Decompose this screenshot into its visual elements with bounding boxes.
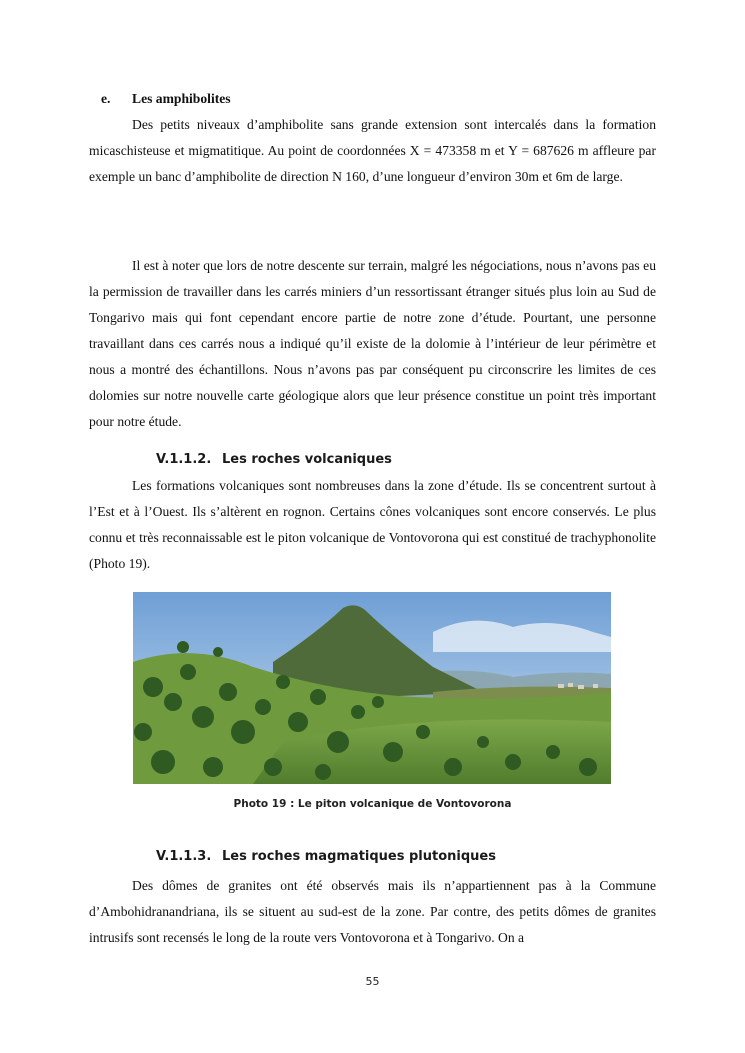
heading-number: e. [101,91,111,106]
plutoniques-text [89,873,656,951]
heading-title: Les roches magmatiques plutoniques [222,849,496,864]
note-paragraph: Il est à noter que lors de notre descente sur terrain, malgré les négociations, nous n’avons pas eu la permission de travailler dans les carrés miniers d’un ressortissant étranger situés plus loin au Sud de Tongarivo mais qui font cependant encore partie de notre zone d’étude. Pourtant, une personne travaillant dans ces carrés nous a indiqué qu’il existe de la dolomie à l’intérieur de leur périmètre et nous a montré des échantillons. Nous n’avons pas par conséquent pu circonscrire les limites de ces dolomies sur notre nouvelle carte géologique alors que leur présence constitue un point très important pour notre étude. [89,258,656,429]
heading-roches-volcaniques [156,449,392,471]
volcaniques-paragraph: Les formations volcaniques sont nombreuses dans la zone d’étude. Ils se concentrent surtout à l’Est et à l’Ouest. Ils s’altèrent en rognon. Certains cônes volcaniques sont encore conservés. Le plus connu et très reconnaissable est le piton volcanique de Vontovorona qui est constitué de trachyphonolite (Photo 19). [89,478,656,571]
plutoniques-paragraph: Des dômes de granites ont été observés mais ils n’appartiennent pas à la Commune d’Ambohidranandriana, ils se situent au sud-est de la zone. Par contre, des petits dômes de granites intrusifs sont recensés le long de la route vers Vontovorona et à Tongarivo. On a [89,878,656,945]
heading-title: Les amphibolites [132,91,231,106]
photo-caption: Photo 19 : Le piton volcanique de Vontovorona [233,798,512,810]
vontovorona-photo [133,592,611,784]
amphibolites-paragraph: Des petits niveaux d’amphibolite sans grande extension sont intercalés dans la formation micaschisteuse et migmatitique. Au point de coordonnées X = 473358 m et Y = 687626 m affleure par exemple un banc d’amphibolite de direction N 160, d’une longueur d’environ 30m et 6m de large. [89,117,656,184]
heading-roches-plutoniques [156,846,496,868]
volcaniques-text [89,473,656,577]
amphibolites-text [89,112,656,190]
page-number: 55 [365,975,380,988]
heading-number: V.1.1.2. [156,452,212,467]
heading-number: V.1.1.3. [156,849,212,864]
note-text [89,253,656,435]
heading-amphibolites [101,86,231,112]
heading-title: Les roches volcaniques [222,452,392,467]
